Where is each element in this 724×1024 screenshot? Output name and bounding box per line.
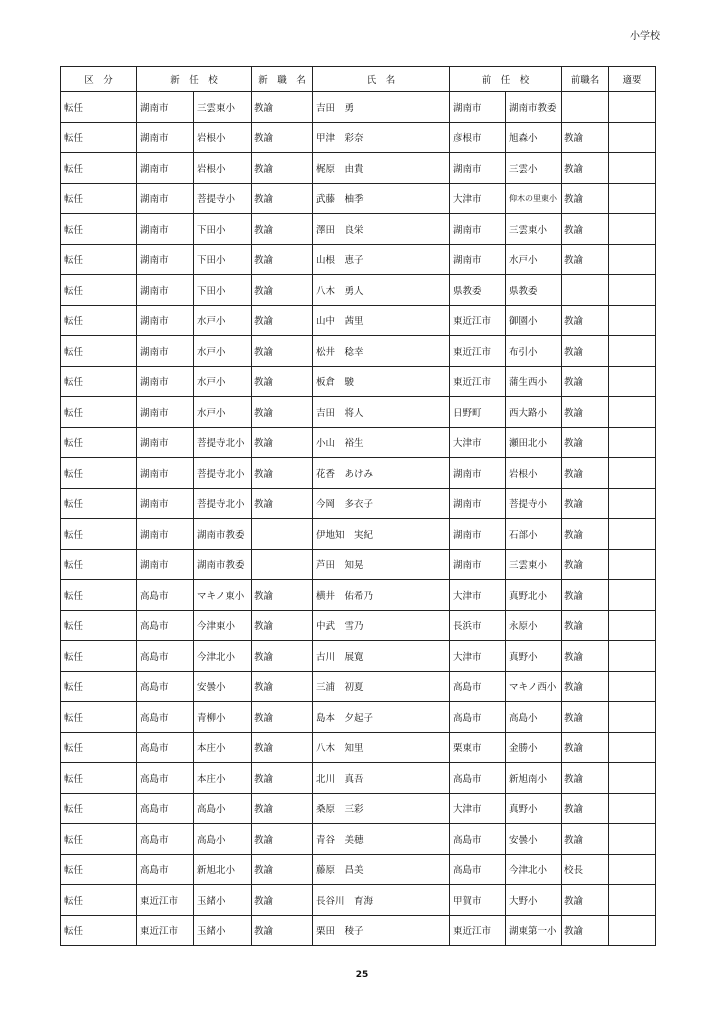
remarks-cell <box>609 275 656 306</box>
name-cell: 八木 勇人 <box>313 275 450 306</box>
table-row <box>61 366 656 397</box>
new-school-cell: マキノ東小 <box>194 580 252 611</box>
new-position-cell: 教諭 <box>252 824 313 855</box>
name-cell: 花香 あけみ <box>313 458 450 489</box>
table-row <box>61 458 656 489</box>
remarks-cell <box>609 183 656 214</box>
new-city-cell: 高島市 <box>137 763 194 794</box>
new-city-cell: 湖南市 <box>137 244 194 275</box>
new-position-cell: 教諭 <box>252 671 313 702</box>
category-cell: 転任 <box>61 458 137 489</box>
new-city-cell: 高島市 <box>137 641 194 672</box>
previous-position-cell: 教諭 <box>562 915 609 946</box>
new-school-cell: 岩根小 <box>194 153 252 184</box>
table-row <box>61 183 656 214</box>
previous-school-cell: 仰木の里東小 <box>506 183 562 214</box>
category-cell: 転任 <box>61 702 137 733</box>
new-position-cell: 教諭 <box>252 427 313 458</box>
new-school-cell: 水戸小 <box>194 336 252 367</box>
remarks-cell <box>609 824 656 855</box>
previous-position-cell: 教諭 <box>562 458 609 489</box>
table-row <box>61 397 656 428</box>
previous-position-cell: 教諭 <box>562 793 609 824</box>
category-cell: 転任 <box>61 244 137 275</box>
new-school-cell: 今津北小 <box>194 641 252 672</box>
new-city-cell: 東近江市 <box>137 885 194 916</box>
table-row <box>61 153 656 184</box>
new-school-cell: 湖南市教委 <box>194 549 252 580</box>
new-position-cell: 教諭 <box>252 183 313 214</box>
name-cell: 山中 茜里 <box>313 305 450 336</box>
previous-position-cell: 教諭 <box>562 824 609 855</box>
previous-city-cell: 東近江市 <box>450 915 506 946</box>
previous-city-cell: 大津市 <box>450 183 506 214</box>
previous-position-cell: 教諭 <box>562 122 609 153</box>
remarks-cell <box>609 793 656 824</box>
previous-city-cell: 甲賀市 <box>450 885 506 916</box>
table-row <box>61 885 656 916</box>
new-school-cell: 玉緒小 <box>194 915 252 946</box>
previous-city-cell: 栗東市 <box>450 732 506 763</box>
previous-position-cell: 教諭 <box>562 519 609 550</box>
name-cell: 青谷 美穂 <box>313 824 450 855</box>
category-cell: 転任 <box>61 671 137 702</box>
table-row <box>61 214 656 245</box>
previous-city-cell: 高島市 <box>450 854 506 885</box>
category-cell: 転任 <box>61 122 137 153</box>
previous-city-cell: 大津市 <box>450 641 506 672</box>
new-position-cell: 教諭 <box>252 488 313 519</box>
new-position-cell: 教諭 <box>252 153 313 184</box>
new-position-cell: 教諭 <box>252 458 313 489</box>
table-row <box>61 702 656 733</box>
new-position-cell: 教諭 <box>252 732 313 763</box>
new-school-cell: 高島小 <box>194 824 252 855</box>
previous-school-cell: 旭森小 <box>506 122 562 153</box>
previous-school-cell: 瀬田北小 <box>506 427 562 458</box>
previous-city-cell: 湖南市 <box>450 458 506 489</box>
new-position-cell: 教諭 <box>252 336 313 367</box>
name-cell: 板倉 駿 <box>313 366 450 397</box>
header-name: 氏 名 <box>313 67 450 92</box>
new-school-cell: 本庄小 <box>194 763 252 794</box>
table-row <box>61 336 656 367</box>
table-row <box>61 854 656 885</box>
new-position-cell: 教諭 <box>252 793 313 824</box>
new-school-cell: 岩根小 <box>194 122 252 153</box>
name-cell: 中武 雪乃 <box>313 610 450 641</box>
remarks-cell <box>609 549 656 580</box>
previous-city-cell: 高島市 <box>450 824 506 855</box>
school-type-label: 小学校 <box>630 31 660 42</box>
previous-city-cell: 高島市 <box>450 671 506 702</box>
new-city-cell: 高島市 <box>137 732 194 763</box>
previous-school-cell: 大野小 <box>506 885 562 916</box>
new-school-cell: 水戸小 <box>194 397 252 428</box>
previous-position-cell: 教諭 <box>562 732 609 763</box>
previous-city-cell: 東近江市 <box>450 336 506 367</box>
previous-position-cell: 教諭 <box>562 702 609 733</box>
remarks-cell <box>609 153 656 184</box>
previous-position-cell: 教諭 <box>562 488 609 519</box>
previous-position-cell: 教諭 <box>562 610 609 641</box>
table-row <box>61 92 656 123</box>
new-position-cell: 教諭 <box>252 122 313 153</box>
category-cell: 転任 <box>61 641 137 672</box>
name-cell: 武藤 柚季 <box>313 183 450 214</box>
previous-school-cell: 水戸小 <box>506 244 562 275</box>
new-city-cell: 湖南市 <box>137 519 194 550</box>
previous-position-cell <box>562 92 609 123</box>
name-cell: 甲津 彩奈 <box>313 122 450 153</box>
category-cell: 転任 <box>61 183 137 214</box>
previous-position-cell: 教諭 <box>562 153 609 184</box>
table-row <box>61 427 656 458</box>
new-position-cell: 教諭 <box>252 641 313 672</box>
previous-school-cell: 蒲生西小 <box>506 366 562 397</box>
previous-city-cell: 湖南市 <box>450 92 506 123</box>
new-city-cell: 湖南市 <box>137 549 194 580</box>
new-city-cell: 湖南市 <box>137 488 194 519</box>
previous-school-cell: 高島小 <box>506 702 562 733</box>
category-cell: 転任 <box>61 336 137 367</box>
previous-position-cell: 教諭 <box>562 763 609 794</box>
new-position-cell: 教諭 <box>252 214 313 245</box>
remarks-cell <box>609 702 656 733</box>
new-school-cell: 青柳小 <box>194 702 252 733</box>
new-city-cell: 高島市 <box>137 702 194 733</box>
personnel-transfer-table <box>60 66 656 946</box>
table-row <box>61 610 656 641</box>
header-new-school: 新 任 校 <box>137 67 252 92</box>
new-position-cell: 教諭 <box>252 92 313 123</box>
remarks-cell <box>609 427 656 458</box>
previous-school-cell: 西大路小 <box>506 397 562 428</box>
previous-school-cell: 菩提寺小 <box>506 488 562 519</box>
new-position-cell <box>252 519 313 550</box>
previous-school-cell: 金勝小 <box>506 732 562 763</box>
category-cell: 転任 <box>61 427 137 458</box>
name-cell: 長谷川 育海 <box>313 885 450 916</box>
new-city-cell: 湖南市 <box>137 92 194 123</box>
previous-position-cell: 教諭 <box>562 671 609 702</box>
table-row <box>61 580 656 611</box>
previous-city-cell: 東近江市 <box>450 366 506 397</box>
name-cell: 吉田 勇 <box>313 92 450 123</box>
new-position-cell: 教諭 <box>252 397 313 428</box>
name-cell: 梶原 由貴 <box>313 153 450 184</box>
previous-position-cell: 教諭 <box>562 183 609 214</box>
previous-school-cell: 御園小 <box>506 305 562 336</box>
remarks-cell <box>609 488 656 519</box>
category-cell: 転任 <box>61 305 137 336</box>
new-position-cell: 教諭 <box>252 763 313 794</box>
remarks-cell <box>609 854 656 885</box>
remarks-cell <box>609 610 656 641</box>
previous-city-cell: 湖南市 <box>450 214 506 245</box>
new-school-cell: 下田小 <box>194 244 252 275</box>
previous-school-cell: 三雲東小 <box>506 214 562 245</box>
previous-position-cell: 教諭 <box>562 336 609 367</box>
previous-city-cell: 湖南市 <box>450 519 506 550</box>
header-remarks: 適要 <box>609 67 656 92</box>
previous-position-cell: 教諭 <box>562 641 609 672</box>
name-cell: 北川 真吾 <box>313 763 450 794</box>
previous-position-cell: 教諭 <box>562 549 609 580</box>
new-school-cell: 下田小 <box>194 214 252 245</box>
table-row <box>61 244 656 275</box>
previous-city-cell: 大津市 <box>450 793 506 824</box>
category-cell: 転任 <box>61 915 137 946</box>
new-city-cell: 湖南市 <box>137 336 194 367</box>
previous-position-cell: 教諭 <box>562 580 609 611</box>
previous-position-cell: 教諭 <box>562 397 609 428</box>
remarks-cell <box>609 92 656 123</box>
new-school-cell: 菩提寺北小 <box>194 427 252 458</box>
new-school-cell: 菩提寺北小 <box>194 488 252 519</box>
category-cell: 転任 <box>61 854 137 885</box>
new-position-cell: 教諭 <box>252 854 313 885</box>
name-cell: 伊地知 実紀 <box>313 519 450 550</box>
remarks-cell <box>609 397 656 428</box>
previous-school-cell: 三雲小 <box>506 153 562 184</box>
previous-city-cell: 湖南市 <box>450 549 506 580</box>
remarks-cell <box>609 915 656 946</box>
new-school-cell: 本庄小 <box>194 732 252 763</box>
new-position-cell: 教諭 <box>252 915 313 946</box>
table-row <box>61 305 656 336</box>
new-city-cell: 湖南市 <box>137 214 194 245</box>
table-body <box>61 92 656 946</box>
new-position-cell: 教諭 <box>252 580 313 611</box>
table-row <box>61 763 656 794</box>
table-header <box>61 67 656 92</box>
new-position-cell: 教諭 <box>252 305 313 336</box>
previous-school-cell: 今津北小 <box>506 854 562 885</box>
previous-position-cell: 校長 <box>562 854 609 885</box>
category-cell: 転任 <box>61 275 137 306</box>
category-cell: 転任 <box>61 549 137 580</box>
name-cell: 小山 裕生 <box>313 427 450 458</box>
category-cell: 転任 <box>61 885 137 916</box>
previous-school-cell: 県教委 <box>506 275 562 306</box>
remarks-cell <box>609 336 656 367</box>
table-row <box>61 549 656 580</box>
category-cell: 転任 <box>61 824 137 855</box>
new-city-cell: 高島市 <box>137 610 194 641</box>
new-city-cell: 東近江市 <box>137 915 194 946</box>
remarks-cell <box>609 671 656 702</box>
remarks-cell <box>609 885 656 916</box>
previous-school-cell: マキノ西小 <box>506 671 562 702</box>
table-row <box>61 793 656 824</box>
table-row <box>61 122 656 153</box>
name-cell: 山根 恵子 <box>313 244 450 275</box>
previous-school-cell: 岩根小 <box>506 458 562 489</box>
remarks-cell <box>609 732 656 763</box>
new-city-cell: 高島市 <box>137 824 194 855</box>
new-school-cell: 水戸小 <box>194 305 252 336</box>
category-cell: 転任 <box>61 214 137 245</box>
name-cell: 松井 稔幸 <box>313 336 450 367</box>
previous-city-cell: 大津市 <box>450 427 506 458</box>
name-cell: 古川 展寛 <box>313 641 450 672</box>
table-row <box>61 824 656 855</box>
new-city-cell: 湖南市 <box>137 153 194 184</box>
category-cell: 転任 <box>61 153 137 184</box>
table-row <box>61 519 656 550</box>
previous-city-cell: 東近江市 <box>450 305 506 336</box>
table-row <box>61 641 656 672</box>
previous-school-cell: 新旭南小 <box>506 763 562 794</box>
header-previous-position: 前職名 <box>562 67 609 92</box>
name-cell: 三浦 初夏 <box>313 671 450 702</box>
new-position-cell: 教諭 <box>252 275 313 306</box>
table-row <box>61 275 656 306</box>
remarks-cell <box>609 122 656 153</box>
new-position-cell: 教諭 <box>252 702 313 733</box>
remarks-cell <box>609 366 656 397</box>
new-position-cell: 教諭 <box>252 610 313 641</box>
previous-city-cell: 湖南市 <box>450 244 506 275</box>
category-cell: 転任 <box>61 519 137 550</box>
page-number: 25 <box>355 970 369 980</box>
name-cell: 芦田 知晃 <box>313 549 450 580</box>
previous-city-cell: 高島市 <box>450 702 506 733</box>
new-school-cell: 今津東小 <box>194 610 252 641</box>
previous-school-cell: 湖南市教委 <box>506 92 562 123</box>
name-cell: 横井 佑希乃 <box>313 580 450 611</box>
name-cell: 島本 夕起子 <box>313 702 450 733</box>
new-city-cell: 湖南市 <box>137 122 194 153</box>
name-cell: 栗田 稜子 <box>313 915 450 946</box>
previous-school-cell: 石部小 <box>506 519 562 550</box>
remarks-cell <box>609 519 656 550</box>
new-position-cell <box>252 549 313 580</box>
previous-position-cell: 教諭 <box>562 214 609 245</box>
previous-school-cell: 三雲東小 <box>506 549 562 580</box>
category-cell: 転任 <box>61 92 137 123</box>
new-school-cell: 三雲東小 <box>194 92 252 123</box>
new-school-cell: 安曇小 <box>194 671 252 702</box>
remarks-cell <box>609 305 656 336</box>
previous-city-cell: 高島市 <box>450 763 506 794</box>
previous-city-cell: 湖南市 <box>450 488 506 519</box>
new-position-cell: 教諭 <box>252 885 313 916</box>
new-city-cell: 高島市 <box>137 854 194 885</box>
previous-position-cell <box>562 275 609 306</box>
category-cell: 転任 <box>61 488 137 519</box>
previous-position-cell: 教諭 <box>562 305 609 336</box>
remarks-cell <box>609 641 656 672</box>
category-cell: 転任 <box>61 397 137 428</box>
table-row <box>61 915 656 946</box>
previous-position-cell: 教諭 <box>562 366 609 397</box>
new-school-cell: 下田小 <box>194 275 252 306</box>
new-position-cell: 教諭 <box>252 244 313 275</box>
table-row <box>61 671 656 702</box>
new-city-cell: 高島市 <box>137 671 194 702</box>
new-city-cell: 湖南市 <box>137 397 194 428</box>
name-cell: 藤原 昌美 <box>313 854 450 885</box>
previous-position-cell: 教諭 <box>562 885 609 916</box>
previous-school-cell: 真野小 <box>506 641 562 672</box>
remarks-cell <box>609 580 656 611</box>
header-category: 区 分 <box>61 67 137 92</box>
previous-city-cell: 湖南市 <box>450 153 506 184</box>
new-school-cell: 水戸小 <box>194 366 252 397</box>
new-city-cell: 湖南市 <box>137 458 194 489</box>
new-city-cell: 湖南市 <box>137 183 194 214</box>
previous-city-cell: 彦根市 <box>450 122 506 153</box>
category-cell: 転任 <box>61 793 137 824</box>
previous-city-cell: 県教委 <box>450 275 506 306</box>
category-cell: 転任 <box>61 732 137 763</box>
name-cell: 澤田 良栄 <box>313 214 450 245</box>
previous-school-cell: 真野北小 <box>506 580 562 611</box>
header-previous-school: 前 任 校 <box>450 67 562 92</box>
previous-school-cell: 永原小 <box>506 610 562 641</box>
new-school-cell: 湖南市教委 <box>194 519 252 550</box>
remarks-cell <box>609 244 656 275</box>
previous-school-cell: 湖東第一小 <box>506 915 562 946</box>
name-cell: 桑原 三彩 <box>313 793 450 824</box>
category-cell: 転任 <box>61 366 137 397</box>
previous-city-cell: 長浜市 <box>450 610 506 641</box>
new-school-cell: 菩提寺北小 <box>194 458 252 489</box>
name-cell: 吉田 将人 <box>313 397 450 428</box>
name-cell: 今岡 多衣子 <box>313 488 450 519</box>
new-city-cell: 湖南市 <box>137 427 194 458</box>
previous-school-cell: 真野小 <box>506 793 562 824</box>
category-cell: 転任 <box>61 610 137 641</box>
new-city-cell: 湖南市 <box>137 366 194 397</box>
previous-city-cell: 日野町 <box>450 397 506 428</box>
previous-position-cell: 教諭 <box>562 427 609 458</box>
remarks-cell <box>609 214 656 245</box>
new-city-cell: 湖南市 <box>137 305 194 336</box>
header-new-position: 新 職 名 <box>252 67 313 92</box>
previous-school-cell: 安曇小 <box>506 824 562 855</box>
name-cell: 八木 知里 <box>313 732 450 763</box>
new-position-cell: 教諭 <box>252 366 313 397</box>
previous-position-cell: 教諭 <box>562 244 609 275</box>
new-school-cell: 新旭北小 <box>194 854 252 885</box>
category-cell: 転任 <box>61 763 137 794</box>
table-row <box>61 732 656 763</box>
previous-city-cell: 大津市 <box>450 580 506 611</box>
new-city-cell: 湖南市 <box>137 275 194 306</box>
table-row <box>61 488 656 519</box>
remarks-cell <box>609 763 656 794</box>
new-school-cell: 高島小 <box>194 793 252 824</box>
new-city-cell: 高島市 <box>137 580 194 611</box>
previous-school-cell: 布引小 <box>506 336 562 367</box>
category-cell: 転任 <box>61 580 137 611</box>
remarks-cell <box>609 458 656 489</box>
new-school-cell: 菩提寺小 <box>194 183 252 214</box>
new-city-cell: 高島市 <box>137 793 194 824</box>
new-school-cell: 玉緒小 <box>194 885 252 916</box>
